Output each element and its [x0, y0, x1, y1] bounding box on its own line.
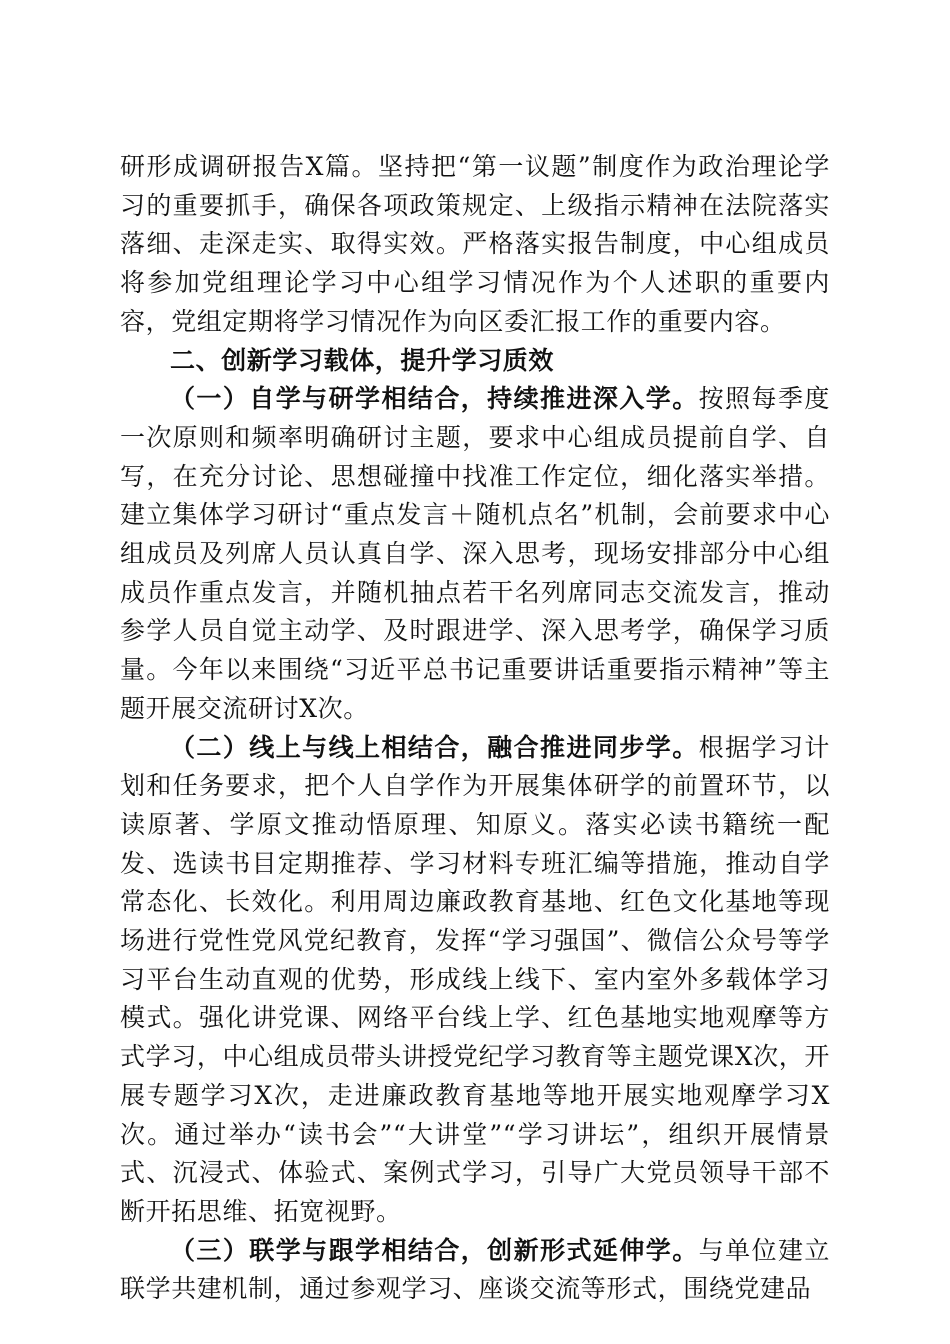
paragraph-continued: 研形成调研报告X篇。坚持把“第一议题”制度作为政治理论学习的重要抓手，确保各项政策规定、上级指示精神在法院落实落细、走深走实、取得实效。严格落实报告制度，中心组成员将参加党组理论学习中心组学习情况作为个人述职的重要内容，党组定期将学习情况作为向区委汇报工作的重要内容。 — [120, 152, 830, 336]
sub2-lead: （二）线上与线上相结合，融合推进同步学。 — [170, 732, 699, 762]
sub3-lead: （三）联学与跟学相结合，创新形式延伸学。 — [170, 1235, 699, 1265]
paragraph-sub2 — [120, 729, 830, 1232]
paragraph-sub3 — [120, 1232, 830, 1309]
document-page — [120, 148, 830, 1309]
sub3-body: 与单位建立联学共建机制，通过参观学习、座谈交流等形式，围绕党建品 — [120, 1235, 830, 1304]
sub1-body: 按照每季度一次原则和频率明确研讨主题，要求中心组成员提前自学、自写，在充分讨论、思想碰撞中找准工作定位，细化落实举措。建立集体学习研讨“重点发言＋随机点名”机制，会前要求中心组成员及列席人员认真自学、深入思考，现场安排部分中心组成员作重点发言，并随机抽点若干名列席同志交流发言，推动参学人员自觉主动学、及时跟进学、深入思考学，确保学习质量。今年以来围绕“习近平总书记重要讲话重要指示精神”等主题开展交流研讨X次。 — [120, 384, 830, 723]
sub2-body: 根据学习计划和任务要求，把个人自学作为开展集体研学的前置环节，以读原著、学原文推动悟原理、知原义。落实必读书籍统一配发、选读书目定期推荐、学习材料专班汇编等措施，推动自学常态化、长效化。利用周边廉政教育基地、红色文化基地等现场进行党性党风党纪教育，发挥“学习强国”、微信公众号等学习平台生动直观的优势，形成线上线下、室内室外多载体学习模式。强化讲党课、网络平台线上学、红色基地实地观摩等方式学习，中心组成员带头讲授党纪学习教育等主题党课X次，开展专题学习X次，走进廉政教育基地等地开展实地观摩学习X次。通过举办“读书会”“大讲堂”“学习讲坛”，组织开展情景式、沉浸式、体验式、案例式学习，引导广大党员领导干部不断开拓思维、拓宽视野。 — [120, 732, 830, 1226]
paragraph-sub1 — [120, 380, 830, 728]
section-heading: 二、创新学习载体，提升学习质效 — [170, 345, 555, 375]
sub1-lead: （一）自学与研学相结合，持续推进深入学。 — [170, 384, 699, 414]
